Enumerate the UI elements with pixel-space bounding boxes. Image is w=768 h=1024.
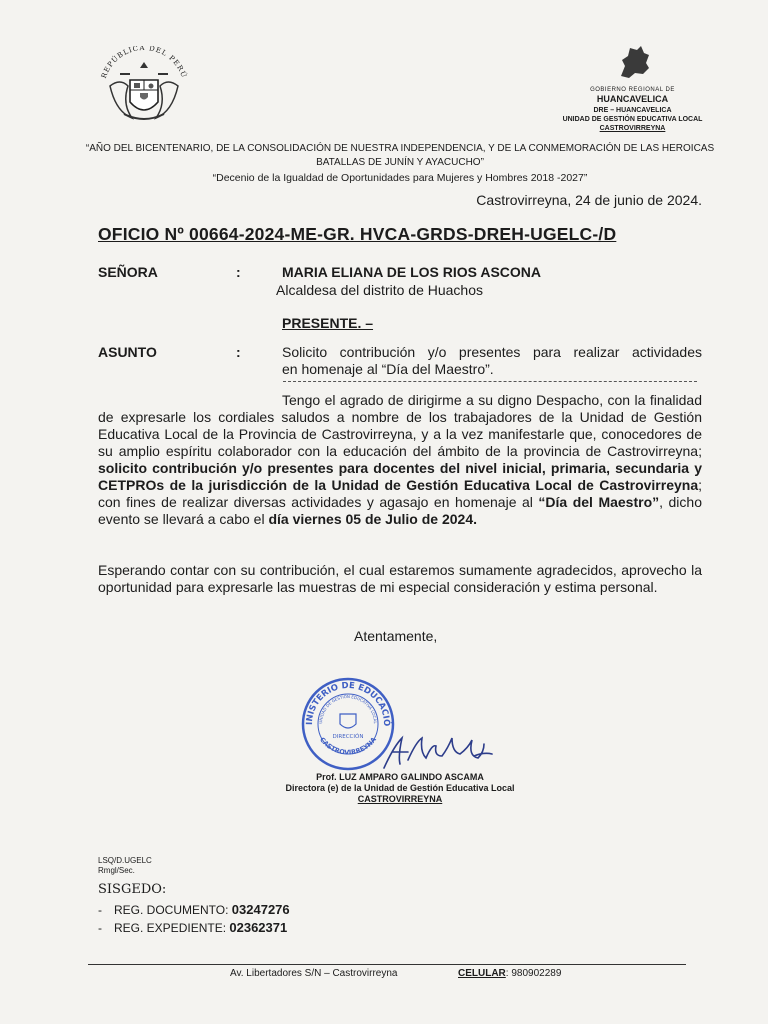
footer-phone — [458, 968, 561, 979]
gore-small-text: GOBIERNO REGIONAL DE — [590, 87, 675, 93]
footer-phone-value: : 980902289 — [505, 968, 562, 979]
stamp-center-text: DIRECCIÓN — [332, 734, 364, 740]
presente-label: PRESENTE. – — [282, 315, 374, 331]
initials-line1: LSQ/D.UGELC — [98, 856, 152, 865]
dre-line3: CASTROVIRREYNA — [599, 125, 666, 132]
initials-line2: Rmgl/Sec. — [98, 866, 135, 875]
reg-documento: - REG. DOCUMENTO: 03247276 — [98, 902, 290, 917]
initials-block — [98, 856, 152, 876]
footer-address: Av. Libertadores S/N – Castrovirreyna — [230, 968, 398, 979]
footer-phone-label: CELULAR — [458, 968, 506, 979]
asunto-colon: : — [236, 344, 241, 360]
gore-region: HUANCAVELICA — [596, 94, 669, 104]
document-date: Castrovirreyna, 24 de junio de 2024. — [476, 192, 702, 208]
signatory-name: Prof. LUZ AMPARO GALINDO ASCAMA — [316, 772, 484, 782]
decade-motto: “Decenio de la Igualdad de Oportunidades para Mujeres y Hombres 2018 -2027” — [212, 172, 588, 184]
gobierno-regional-logo — [560, 42, 705, 133]
reg-expediente: - REG. EXPEDIENTE: 02362371 — [98, 920, 288, 935]
signatory-place: CASTROVIRREYNA — [357, 794, 443, 804]
closing: Atentamente, — [354, 628, 438, 644]
reg-documento-value: 03247276 — [231, 902, 290, 917]
reg-documento-label: REG. DOCUMENTO: — [114, 903, 229, 917]
signatory-title: Directora (e) de la Unidad de Gestión Educativa Local — [285, 783, 515, 793]
recipient-name: MARIA ELIANA DE LOS RIOS ASCONA — [282, 264, 542, 280]
reg-expediente-label: REG. EXPEDIENTE: — [114, 921, 227, 935]
stamp-bottom-text: CASTROVIRREYNA — [318, 735, 378, 757]
asunto-divider — [283, 381, 697, 382]
year-motto: “AÑO DEL BICENTENARIO, DE LA CONSOLIDACIÓN DE NUESTRA INDEPENDENCIA, Y DE LA CONMEMORACIÓN DE LAS HEROICAS BATALLAS DE JUNÍN Y AYACUCHO” — [85, 143, 715, 168]
peru-coat-of-arms — [96, 46, 192, 132]
stamp-inner-text: UNIDAD DE GESTIÓN EDUCATIVA LOCAL — [317, 693, 379, 724]
body-paragraph-1: Tengo el agrado de dirigirme a su digno Despacho, con la finalidad de expresarle los cordiales saludos a nombre de los trabajadores de la Unidad de Gestión Educativa Local de la Provincia de Castrovirreyna, y a la vez manifestarle que, conocedores de su amplio espíritu colaborador con la educación del ámbito de la provincia de Castrovirreyna; solicito contribución y/o presentes para docentes del nivel inicial, primaria, secundaria y CETPROs de la jurisdicción de la Unidad de Gestión Educativa Local de Castrovirreyna; con fines de realizar diversas actividades y agasajo en homenaje al “Día del Maestro”, dicho evento se llevará a cabo el día viernes 05 de Julio de 2024. — [98, 392, 702, 527]
dre-line1: DRE – HUANCAVELICA — [593, 107, 672, 114]
asunto-line2: en homenaje al “Día del Maestro”. — [282, 361, 494, 377]
footer-divider — [88, 964, 686, 965]
recipient-colon: : — [236, 264, 241, 280]
dre-line2: UNIDAD DE GESTIÓN EDUCATIVA LOCAL — [562, 116, 703, 123]
reg-expediente-value: 02362371 — [229, 920, 288, 935]
oficio-number: OFICIO Nº 00664-2024-ME-GR. HVCA-GRDS-DREH-UGELC-/D — [98, 224, 617, 244]
recipient-label: SEÑORA — [98, 264, 158, 280]
body-paragraph-2: Esperando contar con su contribución, el cual estaremos sumamente agradecidos, aprovecho la oportunidad para expresarle las muestras de mi especial consideración y estima personal. — [98, 562, 702, 595]
signatory-block — [250, 772, 550, 805]
huancavelica-map-icon — [613, 42, 653, 82]
asunto-label: ASUNTO — [98, 344, 157, 360]
shield-arc-text: REPÚBLICA DEL PERÚ — [99, 46, 189, 80]
stamp-ring-text: INISTERIO DE EDUCACIÓ — [304, 680, 392, 727]
asunto-line1: Solicito contribución y/o presentes para realizar actividades — [282, 344, 702, 360]
sisgedo-label: SISGEDO: — [98, 882, 167, 897]
recipient-role: Alcaldesa del distrito de Huachos — [276, 282, 484, 298]
handwritten-signature — [378, 730, 498, 774]
